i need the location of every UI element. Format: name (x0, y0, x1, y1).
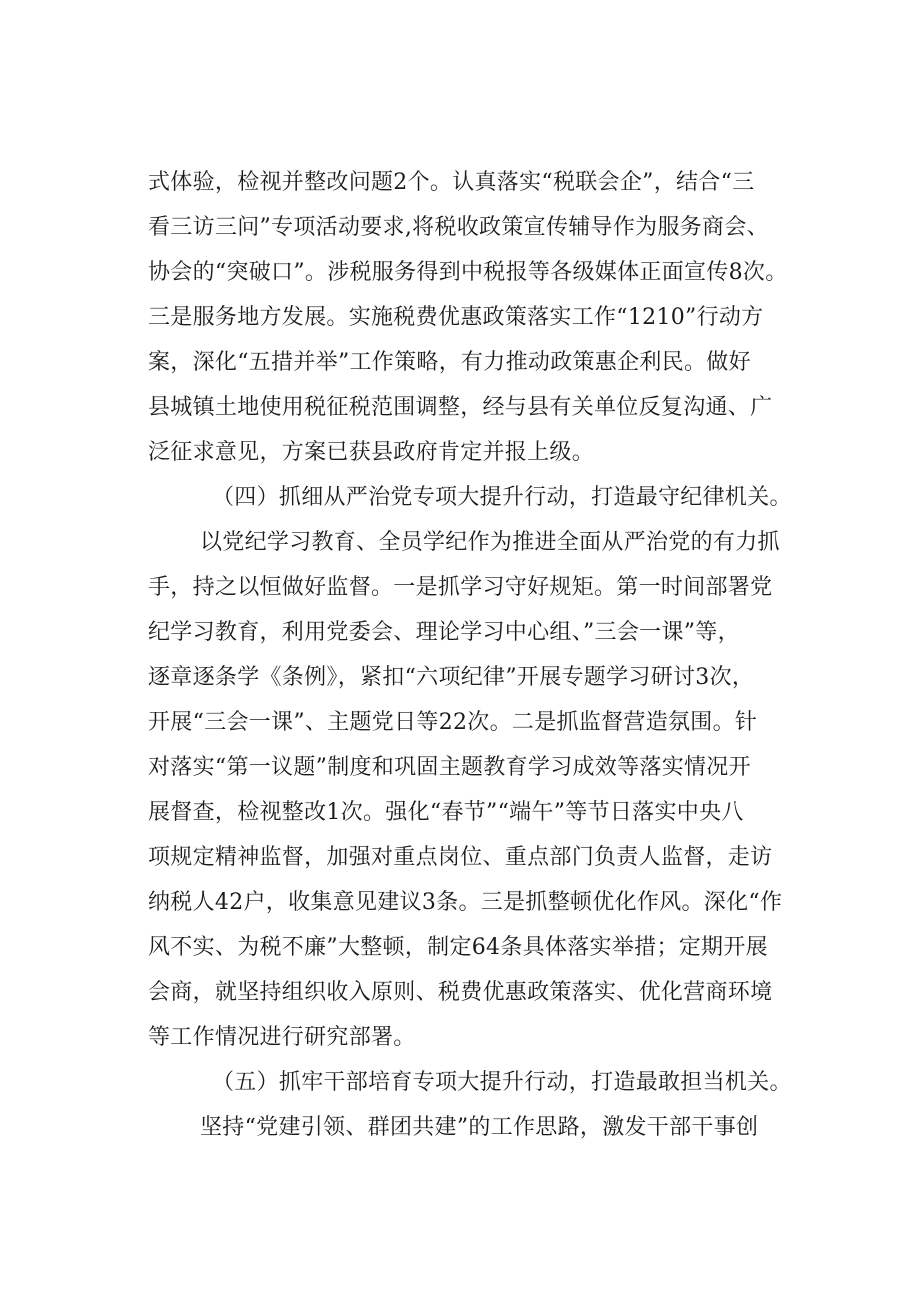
body-line-18: 风不实、为税不廉”大整顿，制定64条具体落实举措；定期开展 (148, 935, 768, 960)
body-line-7: 泛征求意见，方案已获县政府肯定并报上级。 (148, 440, 595, 465)
body-line-9: 以党纪学习教育、全员学纪作为推进全面从严治党的有力抓 (200, 530, 780, 555)
body-line-15: 展督查，检视整改1次。强化“春节”“端午”等节日落实中央八 (148, 800, 744, 825)
body-line-2: 看三访三问”专项活动要求,将税收政策宣传辅导作为服务商会、 (148, 215, 769, 240)
body-line-5: 案，深化“五措并举”工作策略，有力推动政策惠企利民。做好 (148, 350, 751, 375)
body-line-12: 逐章逐条学《条例》，紧扣“六项纪律”开展专题学习研讨3次， (148, 665, 755, 690)
body-line-20: 等工作情况进行研究部署。 (148, 1025, 416, 1050)
section-heading-5: （五）抓牢干部培育专项大提升行动，打造最敢担当机关。 (212, 1070, 792, 1095)
body-line-1: 式体验，检视并整改问题2个。认真落实“税联会企”，结合“三 (148, 170, 755, 195)
body-line-22: 坚持“党建引领、群团共建”的工作思路，激发干部干事创 (200, 1115, 759, 1140)
body-line-3: 协会的“突破口”。涉税服务得到中税报等各级媒体正面宣传8次。 (148, 260, 788, 285)
body-line-11: 纪学习教育，利用党委会、理论学习中心组、”三会一课”等， (148, 620, 740, 645)
body-line-17: 纳税人42户，收集意见建议3条。三是抓整顿优化作风。深化“作 (148, 890, 783, 915)
body-line-10: 手，持之以恒做好监督。一是抓学习守好规矩。第一时间部署党 (148, 575, 773, 600)
body-line-6: 县城镇土地使用税征税范围调整，经与县有关单位反复沟通、广 (148, 395, 773, 420)
section-heading-4: （四）抓细从严治党专项大提升行动，打造最守纪律机关。 (212, 485, 792, 510)
body-line-13: 开展“三会一课”、主题党日等22次。二是抓监督营造氛围。针 (148, 710, 758, 735)
body-line-16: 项规定精神监督，加强对重点岗位、重点部门负责人监督，走访 (148, 845, 773, 870)
body-line-14: 对落实“第一议题”制度和巩固主题教育学习成效等落实情况开 (148, 755, 751, 780)
body-line-4: 三是服务地方发展。实施税费优惠政策落实工作“1210”行动方 (148, 305, 764, 330)
body-line-19: 会商，就坚持组织收入原则、税费优惠政策落实、优化营商环境 (148, 980, 773, 1005)
